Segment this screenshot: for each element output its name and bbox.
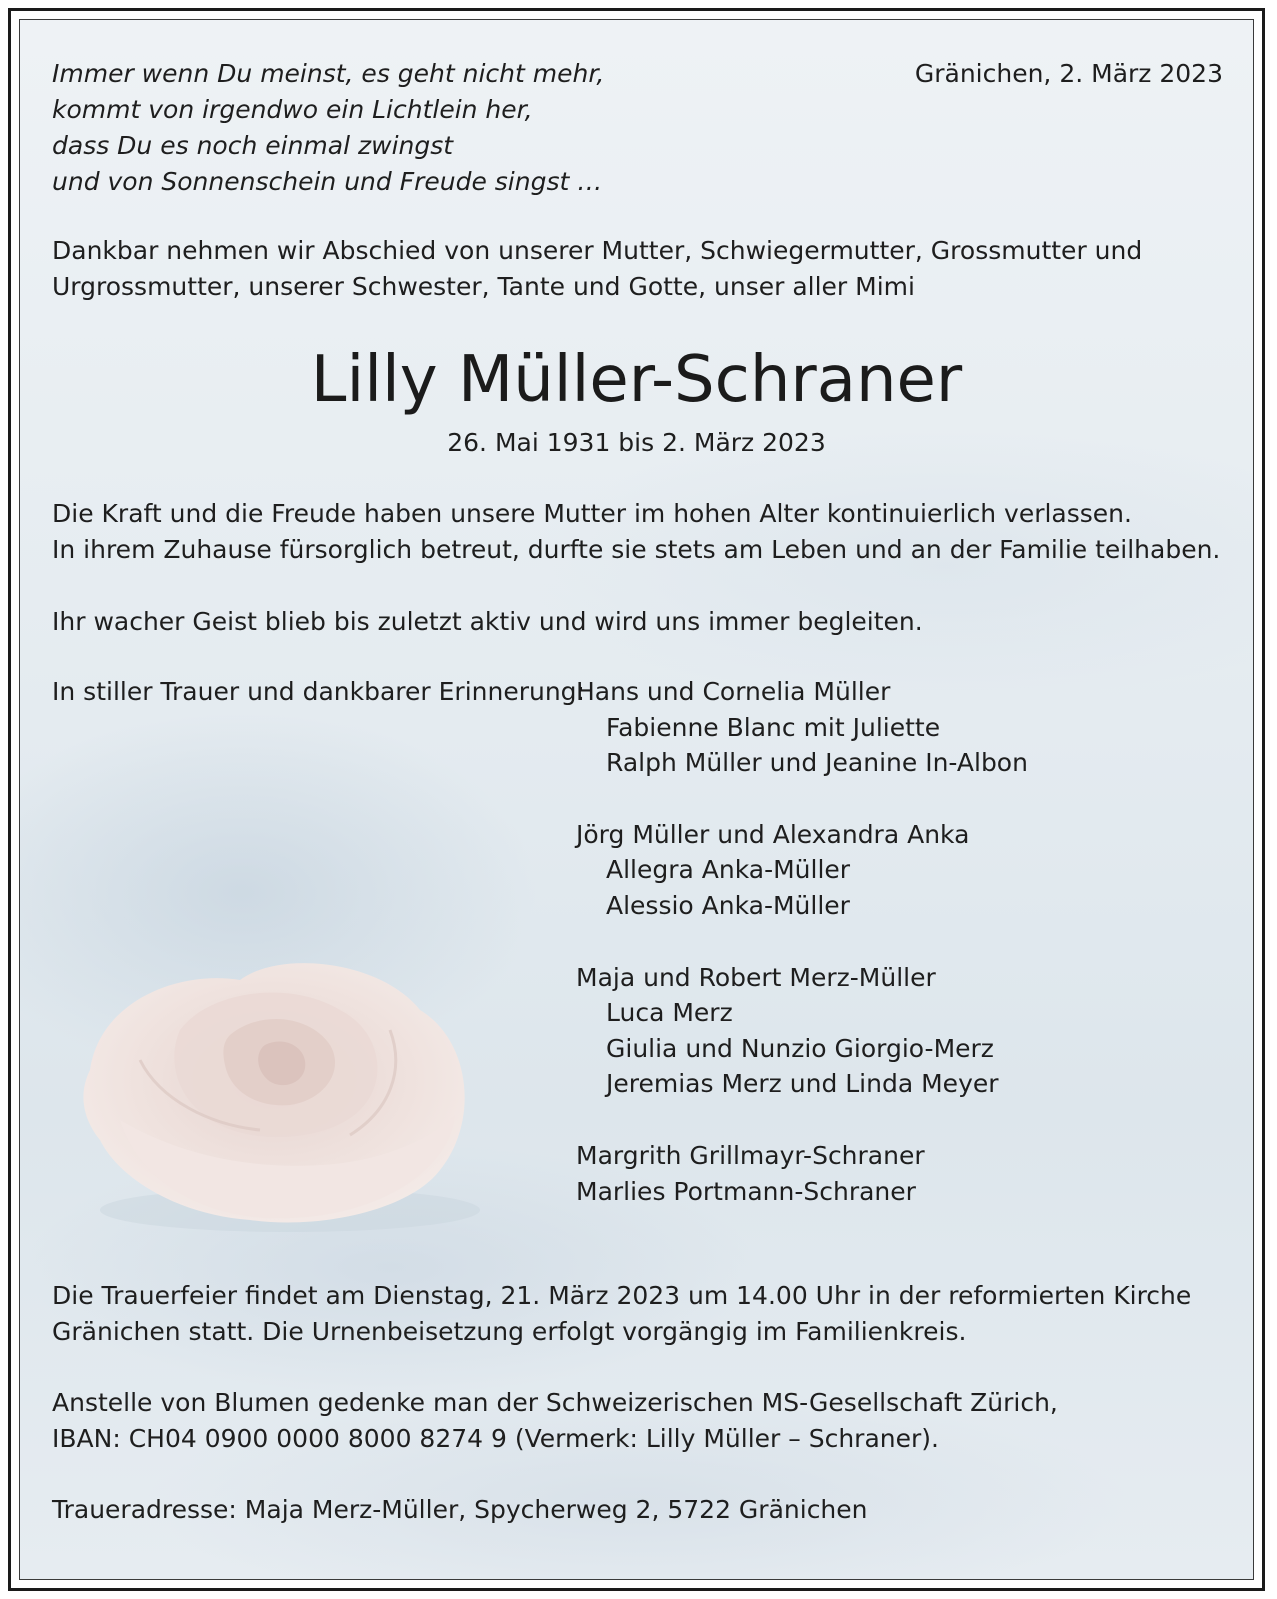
- mourner-group: [576, 1138, 1028, 1209]
- paragraph-strength: [52, 496, 1220, 568]
- deceased-name: Lilly Müller-Schraner: [310, 343, 963, 417]
- mourner-group: [576, 674, 1028, 781]
- poem: [52, 56, 604, 200]
- mourning-label: In stiller Trauer und dankbarer Erinnerung:: [52, 677, 585, 706]
- place-date: Gränichen, 2. März 2023: [914, 59, 1223, 88]
- poem-line: Immer wenn Du meinst, es geht nicht mehr,: [52, 59, 605, 88]
- paragraph-spirit: Ihr wacher Geist blieb bis zuletzt aktiv und wird uns immer begleiten.: [52, 607, 923, 636]
- intro-line: Urgrossmutter, unserer Schwester, Tante und Gotte, unser aller Mimi: [52, 272, 915, 301]
- mourner-head: Jörg Müller und Alexandra Anka: [576, 819, 970, 849]
- mourner-member: Ralph Müller und Jeanine In-Albon: [606, 748, 1028, 778]
- rose-image: [60, 940, 490, 1240]
- mourner-head: Marlies Portmann-Schraner: [576, 1176, 916, 1206]
- mourner-head: Hans und Cornelia Müller: [576, 677, 891, 706]
- intro-line: Dankbar nehmen wir Abschied von unserer Mutter, Schwiegermutter, Grossmutter und: [52, 236, 1143, 265]
- poem-line: kommt von irgendwo ein Lichtlein her,: [52, 95, 533, 124]
- funeral-info: [52, 1278, 1191, 1350]
- mourner-group: [576, 960, 1028, 1102]
- funeral-line: Die Trauerfeier findet am Dienstag, 21. März 2023 um 14.00 Uhr in der reformierten Kirche: [52, 1281, 1192, 1310]
- mourner-member: Giulia und Nunzio Giorgio-Merz: [606, 1033, 994, 1063]
- mourner-member: Luca Merz: [606, 998, 733, 1028]
- poem-line: dass Du es noch einmal zwingst: [52, 131, 454, 160]
- paragraph-line: In ihrem Zuhause fürsorglich betreut, durfte sie stets am Leben und an der Familie teilhaben.: [52, 535, 1221, 564]
- mourner-head: Maja und Robert Merz-Müller: [576, 962, 936, 992]
- donation-line: Anstelle von Blumen gedenke man der Schweizerischen MS-Gesellschaft Zürich,: [52, 1388, 1058, 1417]
- mourner-member: Allegra Anka-Müller: [606, 855, 851, 885]
- funeral-line: Gränichen statt. Die Urnenbeisetzung erfolgt vorgängig im Familienkreis.: [52, 1317, 967, 1346]
- poem-line: und von Sonnenschein und Freude singst …: [52, 167, 603, 196]
- paragraph-line: Die Kraft und die Freude haben unsere Mutter im hohen Alter kontinuierlich verlassen.: [52, 499, 1132, 528]
- mourning-address: Traueradresse: Maja Merz-Müller, Spycherweg 2, 5722 Gränichen: [52, 1495, 868, 1524]
- obituary-card: [19, 19, 1254, 1580]
- mourner-member: Jeremias Merz und Linda Meyer: [606, 1069, 999, 1099]
- intro-text: [52, 233, 1142, 305]
- mourner-member: Fabienne Blanc mit Juliette: [606, 712, 941, 742]
- life-dates: 26. Mai 1931 bis 2. März 2023: [447, 428, 826, 457]
- mourner-group: [576, 817, 1028, 924]
- mourner-head: Margrith Grillmayr-Schraner: [576, 1140, 925, 1170]
- donation-info: [52, 1385, 1058, 1457]
- mourner-member: Alessio Anka-Müller: [606, 890, 850, 920]
- mourners-list: [576, 674, 1028, 1245]
- donation-line: IBAN: CH04 0900 0000 8000 8274 9 (Vermerk: Lilly Müller – Schraner).: [52, 1424, 939, 1453]
